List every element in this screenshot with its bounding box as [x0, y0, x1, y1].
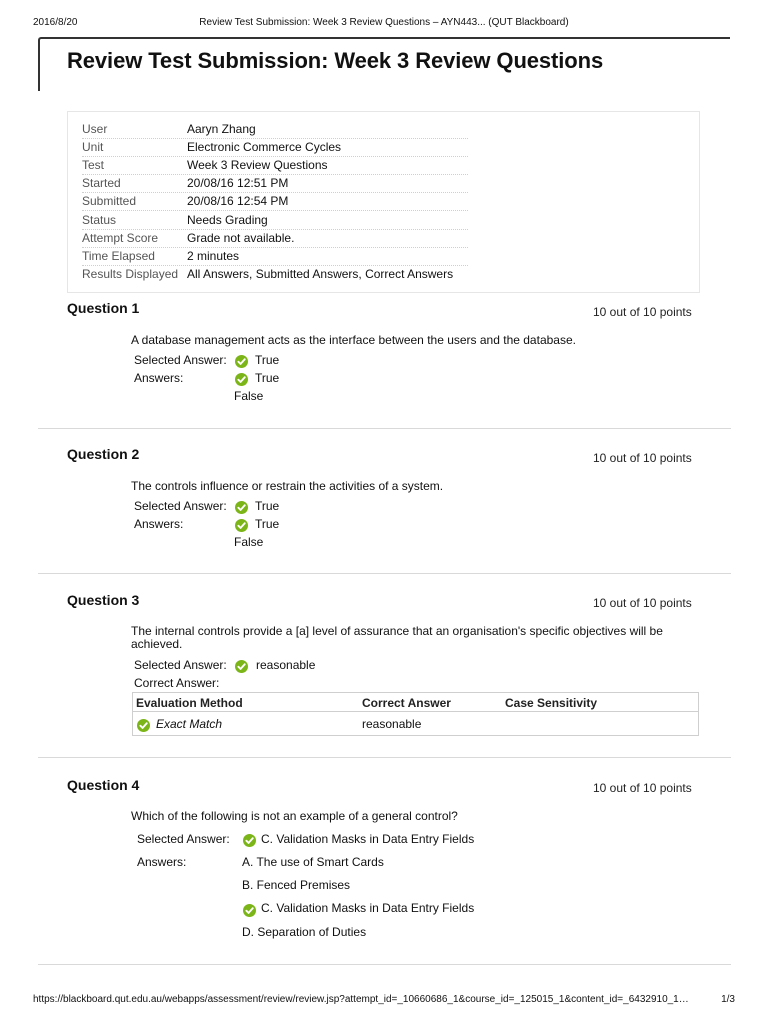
question-points: 10 out of 10 points [593, 596, 692, 610]
table-header: Evaluation Method [136, 696, 243, 710]
summary-value: Needs Grading [187, 213, 268, 227]
question-text: The controls influence or restrain the activities of a system. [131, 479, 444, 493]
summary-label: Test [82, 158, 105, 172]
question-text: A database management acts as the interface between the users and the database. [131, 333, 576, 347]
check-circle-icon [243, 904, 256, 917]
print-date: 2016/8/20 [33, 17, 78, 28]
answer-option: C. Validation Masks in Data Entry Fields [261, 901, 475, 915]
summary-row-attempt-score [82, 229, 468, 248]
correct-answer-value: reasonable [362, 717, 422, 731]
question-title: Question 2 [67, 446, 140, 462]
correct-answer-label: Correct Answer: [134, 676, 220, 690]
check-circle-icon [243, 834, 256, 847]
question-points: 10 out of 10 points [593, 305, 692, 319]
selected-answer: True [255, 499, 280, 513]
answer-option: True [255, 371, 280, 385]
correct-answer-table [132, 692, 699, 736]
summary-row-test [82, 156, 468, 175]
summary-row-unit [82, 138, 468, 157]
summary-label: Started [82, 176, 121, 190]
answers-label: Answers: [134, 371, 184, 385]
question-divider [38, 573, 731, 574]
check-circle-icon [235, 660, 248, 673]
table-header: Case Sensitivity [505, 696, 598, 710]
question-title: Question 4 [67, 777, 140, 793]
summary-value: Grade not available. [187, 231, 295, 245]
print-page-number: 1/3 [721, 994, 735, 1005]
summary-value: 2 minutes [187, 249, 240, 263]
answer-option: True [255, 517, 280, 531]
summary-label: Attempt Score [82, 231, 159, 245]
summary-value: Week 3 Review Questions [187, 158, 328, 172]
question-points: 10 out of 10 points [593, 781, 692, 795]
print-header [33, 17, 735, 31]
summary-row-time-elapsed [82, 247, 468, 266]
summary-row-user [82, 120, 468, 139]
summary-value: All Answers, Submitted Answers, Correct Answers [187, 267, 454, 281]
summary-value: Aaryn Zhang [187, 122, 256, 136]
selected-answer-label: Selected Answer: [134, 658, 227, 672]
summary-row-started [82, 174, 468, 193]
check-circle-icon [137, 719, 150, 732]
question-divider [38, 964, 731, 965]
table-header: Correct Answer [362, 696, 451, 710]
summary-value: 20/08/16 12:54 PM [187, 194, 289, 208]
evaluation-method: Exact Match [156, 717, 223, 731]
question-divider [38, 757, 731, 758]
summary-value: 20/08/16 12:51 PM [187, 176, 289, 190]
question-title: Question 1 [67, 300, 140, 316]
summary-label: Time Elapsed [82, 249, 155, 263]
selected-answer-label: Selected Answer: [134, 499, 227, 513]
answer-option: A. The use of Smart Cards [242, 855, 384, 869]
page-title: Review Test Submission: Week 3 Review Questions [67, 48, 604, 73]
summary-label: Results Displayed [82, 267, 179, 281]
summary-label: Unit [82, 140, 104, 154]
selected-answer-label: Selected Answer: [137, 832, 230, 846]
check-circle-icon [235, 519, 248, 532]
question-title: Question 3 [67, 592, 140, 608]
question-text: The internal controls provide a [a] level of assurance that an organisation's specific objectives will be achieved. [131, 624, 663, 651]
selected-answer: C. Validation Masks in Data Entry Fields [261, 832, 475, 846]
selected-answer: True [255, 353, 280, 367]
check-circle-icon [235, 501, 248, 514]
selected-answer: reasonable [256, 658, 316, 672]
question-text: Which of the following is not an example of a general control? [131, 809, 458, 823]
question-points: 10 out of 10 points [593, 451, 692, 465]
answer-option: B. Fenced Premises [242, 878, 351, 892]
question-divider [38, 428, 731, 429]
check-circle-icon [235, 373, 248, 386]
summary-label: Submitted [82, 194, 137, 208]
submission-summary [67, 111, 700, 293]
summary-value: Electronic Commerce Cycles [187, 140, 342, 154]
answer-option: False [234, 535, 264, 549]
selected-answer-label: Selected Answer: [134, 353, 227, 367]
print-url[interactable]: https://blackboard.qut.edu.au/webapps/assessment/review/review.jsp?attempt_id=_10660686_1&course_id=_125015_1&content_id=_6432910_1… [33, 994, 689, 1005]
print-doc-title: Review Test Submission: Week 3 Review Questions – AYN443... (QUT Blackboard) [199, 17, 569, 28]
answers-label: Answers: [134, 517, 184, 531]
print-footer [33, 994, 735, 1008]
table-rule [133, 711, 698, 712]
check-circle-icon [235, 355, 248, 368]
summary-label: Status [82, 213, 117, 227]
summary-row-submitted [82, 192, 468, 211]
summary-row-results-displayed [82, 265, 482, 283]
summary-label: User [82, 122, 108, 136]
answer-option: D. Separation of Duties [242, 925, 367, 939]
answers-label: Answers: [137, 855, 187, 869]
summary-row-status [82, 211, 468, 230]
answer-option: False [234, 389, 264, 403]
